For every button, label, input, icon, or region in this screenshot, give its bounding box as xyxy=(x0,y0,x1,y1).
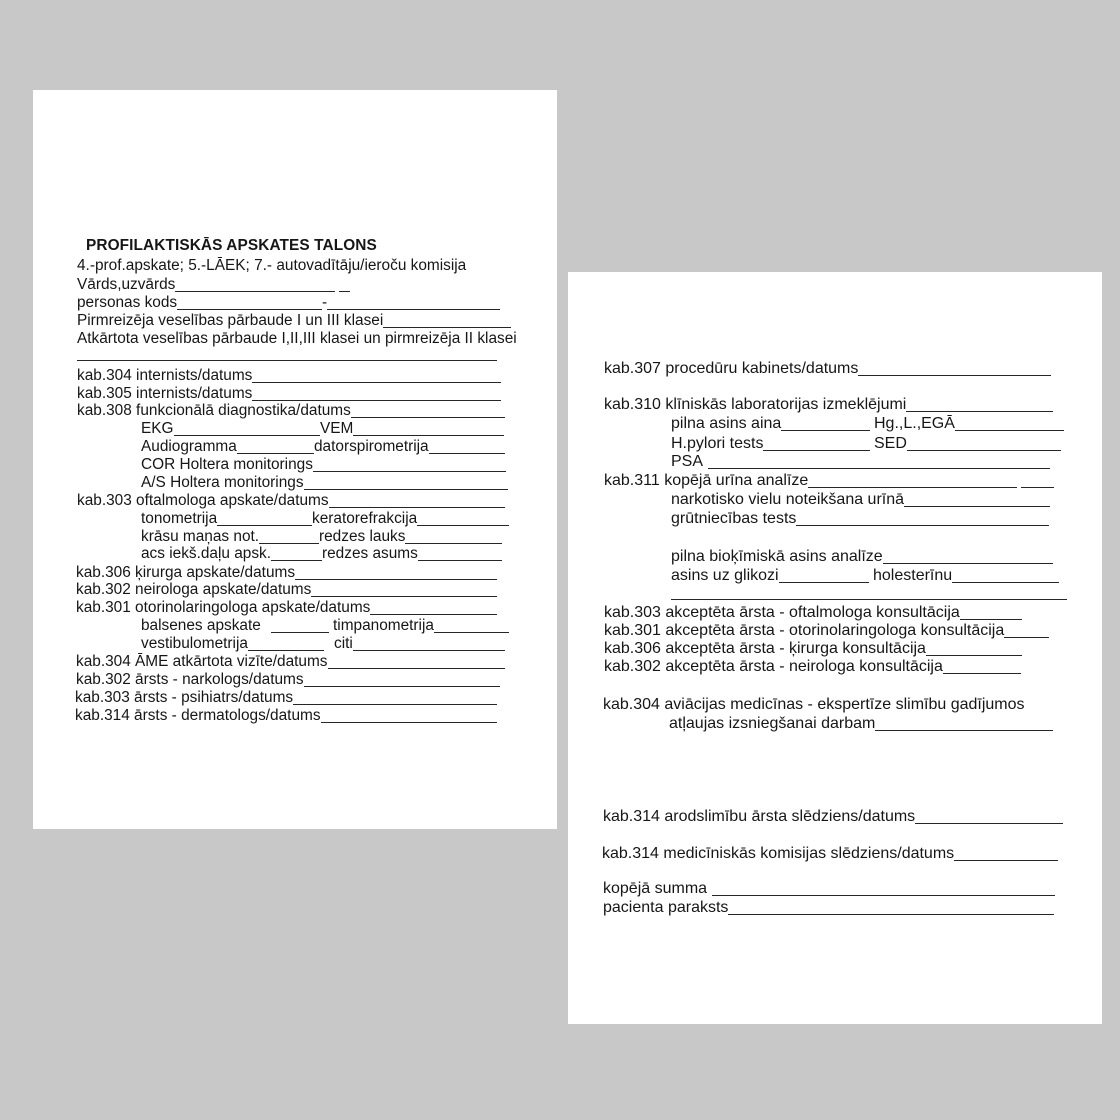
segment-color-sense xyxy=(141,528,319,546)
glucose-label: asins uz glikozi xyxy=(671,567,779,584)
hpylori-line xyxy=(763,450,870,451)
segment-other xyxy=(334,635,505,653)
name-surname-label: Vārds,uzvārds xyxy=(77,276,176,293)
row-cor-holter xyxy=(141,456,506,474)
hg-l-ega-label: Hg.,L.,EGĀ xyxy=(874,415,955,432)
kab303-consultation-label: kab.303 akceptēta ārsta - oftalmologa konsultācija xyxy=(604,604,960,621)
kab304-aviation-label: kab.304 aviācijas medicīnas - ekspertīze slimību gadījumos xyxy=(603,696,1025,713)
psa-line xyxy=(708,468,1050,469)
kab302-consultation-label: kab.302 akceptēta ārsta - neirologa konsultācija xyxy=(604,658,943,675)
kab304-ame-repeat-label: kab.304 ĀME atkārtota vizīte/datums xyxy=(76,653,328,670)
row-kab304-aviation xyxy=(603,695,1025,714)
personal-code-line-2 xyxy=(327,309,500,310)
row-name-surname xyxy=(77,276,350,294)
row-kab302-consultation xyxy=(604,657,1021,676)
row-kab314-dermatologist xyxy=(75,707,497,725)
kab314-commission-label: kab.314 medicīniskās komisijas slēdziens/datums xyxy=(602,845,955,862)
row-total-sum xyxy=(603,879,1055,898)
vestibulometry-label: vestibulometrija xyxy=(141,635,248,652)
row-hpylori-sed xyxy=(671,434,1061,453)
name-surname-line xyxy=(175,291,335,292)
kab306-consultation-line xyxy=(926,655,1022,656)
kab302-narcologist-label: kab.302 ārsts - narkologs/datums xyxy=(76,671,304,688)
kab308-diagnostics-line xyxy=(351,417,505,418)
kab314-occupational-label: kab.314 arodslimību ārsta slēdziens/datums xyxy=(603,808,916,825)
row-audiogram-spirometry xyxy=(141,438,505,456)
segment-spirometry xyxy=(314,438,505,456)
kab302-neurologist-label: kab.302 neirologa apskate/datums xyxy=(76,581,312,598)
visual-field-line xyxy=(405,543,502,544)
row-full-blood-count xyxy=(671,414,1064,433)
row-kab314-occupational xyxy=(603,807,1063,826)
segment-audiogram xyxy=(141,438,314,456)
row-kab307-procedures xyxy=(604,359,1051,378)
color-sense-line xyxy=(259,543,319,544)
tonometry-label: tonometrija xyxy=(141,510,218,527)
kab302-consultation-line xyxy=(943,673,1021,674)
row-vestibulometry-other xyxy=(141,635,505,653)
segment-visual-acuity xyxy=(322,545,502,563)
patient-signature-line xyxy=(728,914,1054,915)
kab302-narcologist-line xyxy=(304,686,500,687)
biochemistry-label: pilna bioķīmiskā asins analīze xyxy=(671,548,883,565)
form-subtitle-row xyxy=(77,257,466,275)
cor-holter-label: COR Holtera monitorings xyxy=(141,456,313,473)
row-ekg-vem xyxy=(141,420,504,438)
personal-code-label: personas kods xyxy=(77,294,178,311)
kab314-dermatologist-line xyxy=(321,722,497,723)
total-sum-line xyxy=(712,895,1055,896)
first-health-check-label: Pirmreizēja veselības pārbaude I un III klasei xyxy=(77,312,384,329)
audiogram-line xyxy=(237,453,314,454)
kab306-surgeon-label: kab.306 ķirurga apskate/datums xyxy=(76,564,296,581)
row-kab301-ent xyxy=(76,599,497,617)
segment-kab311-urine xyxy=(604,471,1017,490)
segment-sed xyxy=(874,434,1061,453)
kab302-neurologist-line xyxy=(311,596,497,597)
row-psa xyxy=(671,452,1050,471)
segment-vem xyxy=(320,420,504,438)
row-as-holter xyxy=(141,474,508,492)
kab314-commission-line xyxy=(954,860,1058,861)
kab311-urine-line xyxy=(808,487,1017,488)
row-kab303-ophthalmologist xyxy=(77,492,505,510)
row-pregnancy-test xyxy=(671,509,1049,528)
segment-tympanometry xyxy=(333,617,509,635)
keratorefraction-line xyxy=(417,525,509,526)
drug-urine-test-label: narkotisko vielu noteikšana urīnā xyxy=(671,491,905,508)
row-personal-code xyxy=(77,294,500,312)
sed-label: SED xyxy=(874,435,907,452)
kab314-occupational-line xyxy=(915,823,1063,824)
spirometry-label: datorspirometrija xyxy=(314,438,429,455)
segment-name-surname-extra xyxy=(337,276,350,294)
spirometry-line xyxy=(429,453,505,454)
left-page xyxy=(33,90,557,829)
personal-code-separator: - xyxy=(322,294,328,311)
sed-line xyxy=(907,450,1061,451)
kab307-procedures-label: kab.307 procedūru kabinets/datums xyxy=(604,360,859,377)
hpylori-label: H.pylori tests xyxy=(671,435,764,452)
personal-code-line-1 xyxy=(177,309,322,310)
row-kab306-consultation xyxy=(604,639,1022,658)
kab301-ent-line xyxy=(370,614,497,615)
name-surname-extra-line xyxy=(339,291,350,292)
tonometry-line xyxy=(217,525,312,526)
color-sense-label: krāsu maņas not. xyxy=(141,528,260,545)
as-holter-label: A/S Holtera monitorings xyxy=(141,474,304,491)
row-tonometry-keratorefraction xyxy=(141,510,509,528)
kab311-urine-extra-line xyxy=(1021,487,1054,488)
kab301-ent-label: kab.301 otorinolaringologa apskate/datums xyxy=(76,599,371,616)
row-kab308-diagnostics xyxy=(77,402,505,420)
other-line xyxy=(353,650,505,651)
kab303-psychiatrist-line xyxy=(293,704,497,705)
form-subtitle: 4.-prof.apskate; 5.-LĀEK; 7.- autovadītāju/ieroču komisija xyxy=(77,257,467,274)
vem-line xyxy=(353,435,504,436)
row-kab302-narcologist xyxy=(76,671,500,689)
total-sum-label: kopējā summa xyxy=(603,880,708,897)
work-permit-line xyxy=(875,730,1053,731)
as-holter-line xyxy=(304,489,508,490)
kab304-internist-label: kab.304 internists/datums xyxy=(77,367,253,384)
segment-vestibulometry xyxy=(141,635,334,653)
row-kab311-urine xyxy=(604,471,1054,490)
patient-signature-label: pacienta paraksts xyxy=(603,899,729,916)
kab314-dermatologist-label: kab.314 ārsts - dermatologs/datums xyxy=(75,707,321,724)
larynx-line xyxy=(271,632,329,633)
row-kab305-internist xyxy=(77,385,501,403)
row-inner-eye-visual-acuity xyxy=(141,545,502,563)
row-kab301-consultation xyxy=(604,621,1049,640)
segment-personal-code xyxy=(77,294,322,312)
kab301-consultation-line xyxy=(1004,637,1049,638)
kab303-psychiatrist-label: kab.303 ārsts - psihiatrs/datums xyxy=(75,689,294,706)
vem-label: VEM xyxy=(320,420,354,437)
other-label: citi xyxy=(334,635,353,652)
kab305-internist-line xyxy=(252,400,501,401)
cholesterol-label: holesterīnu xyxy=(873,567,953,584)
empty-fill-line-right xyxy=(671,599,1067,600)
row-kab303-consultation xyxy=(604,603,1022,622)
empty-fill-line xyxy=(77,360,497,361)
row-empty-line xyxy=(77,345,497,363)
keratorefraction-label: keratorefrakcija xyxy=(312,510,418,527)
row-color-sense-visual-field xyxy=(141,528,502,546)
kab301-consultation-label: kab.301 akceptēta ārsta - otorinolaringologa konsultācija xyxy=(604,622,1005,639)
tympanometry-label: timpanometrija xyxy=(333,617,434,634)
kab304-internist-line xyxy=(252,382,501,383)
first-health-check-line xyxy=(383,327,511,328)
ekg-label: EKG xyxy=(141,420,174,437)
segment-visual-field xyxy=(319,528,502,546)
kab311-urine-label: kab.311 kopējā urīna analīze xyxy=(604,472,809,489)
row-larynx-tympanometry xyxy=(141,617,509,635)
kab306-surgeon-line xyxy=(295,579,497,580)
segment-hpylori xyxy=(671,434,874,453)
row-kab302-neurologist xyxy=(76,581,497,599)
segment-name-surname xyxy=(77,276,337,294)
row-kab304-internist xyxy=(77,367,501,385)
kab303-consultation-line xyxy=(960,619,1022,620)
full-blood-count-label: pilna asins aina xyxy=(671,415,782,432)
kab303-ophthalmologist-line xyxy=(329,507,505,508)
larynx-label: balsenes apskate xyxy=(141,617,261,634)
visual-acuity-line xyxy=(418,560,502,561)
visual-field-label: redzes lauks xyxy=(319,528,406,545)
kab306-consultation-label: kab.306 akceptēta ārsta - ķirurga konsultācija xyxy=(604,640,926,657)
vestibulometry-line xyxy=(248,650,324,651)
repeat-health-check-label: Atkārtota veselības pārbaude I,II,III klasei un pirmreizēja II klasei xyxy=(77,330,517,347)
visual-acuity-label: redzes asums xyxy=(322,545,418,562)
psa-label: PSA xyxy=(671,453,704,470)
biochemistry-line xyxy=(883,563,1053,564)
hg-l-ega-line xyxy=(955,430,1064,431)
segment-inner-eye xyxy=(141,545,322,563)
kab310-laboratory-label: kab.310 klīniskās laboratorijas izmeklējumi xyxy=(604,396,907,413)
segment-kab311-urine-extra xyxy=(1017,471,1054,490)
row-patient-signature xyxy=(603,898,1054,917)
kab308-diagnostics-label: kab.308 funkcionālā diagnostika/datums xyxy=(77,402,351,419)
kab305-internist-label: kab.305 internists/datums xyxy=(77,385,253,402)
tympanometry-line xyxy=(434,632,509,633)
kab307-procedures-line xyxy=(858,375,1051,376)
segment-hg-l-ega xyxy=(874,414,1064,433)
segment-full-blood-count xyxy=(671,414,874,433)
drug-urine-test-line xyxy=(904,506,1050,507)
audiogram-label: Audiogramma xyxy=(141,438,237,455)
row-kab303-psychiatrist xyxy=(75,689,497,707)
kab310-laboratory-line xyxy=(906,411,1053,412)
row-kab304-ame-repeat xyxy=(76,653,505,671)
work-permit-label: atļaujas izsniegšanai darbam xyxy=(669,715,876,732)
segment-keratorefraction xyxy=(312,510,509,528)
kab303-ophthalmologist-label: kab.303 oftalmologa apskate/datums xyxy=(77,492,329,509)
ekg-line xyxy=(174,435,320,436)
segment-tonometry xyxy=(141,510,312,528)
row-kab314-commission xyxy=(602,844,1058,863)
segment-ekg xyxy=(141,420,320,438)
kab304-ame-repeat-line xyxy=(328,668,505,669)
row-empty-line-right xyxy=(671,583,1067,602)
right-page xyxy=(568,272,1102,1024)
row-work-permit xyxy=(669,714,1053,733)
row-drug-urine-test xyxy=(671,490,1050,509)
pregnancy-test-label: grūtniecības tests xyxy=(671,510,797,527)
row-kab310-laboratory xyxy=(604,395,1053,414)
row-first-health-check xyxy=(77,312,511,330)
row-kab306-surgeon xyxy=(76,564,497,582)
cor-holter-line xyxy=(313,471,506,472)
inner-eye-label: acs iekš.daļu apsk. xyxy=(141,545,272,562)
row-biochemistry xyxy=(671,547,1053,566)
pregnancy-test-line xyxy=(796,525,1049,526)
inner-eye-line xyxy=(271,560,322,561)
segment-larynx xyxy=(141,617,333,635)
segment-personal-code-2 xyxy=(322,294,500,312)
full-blood-count-line xyxy=(781,430,870,431)
form-title: PROFILAKTISKĀS APSKATES TALONS xyxy=(86,237,377,254)
